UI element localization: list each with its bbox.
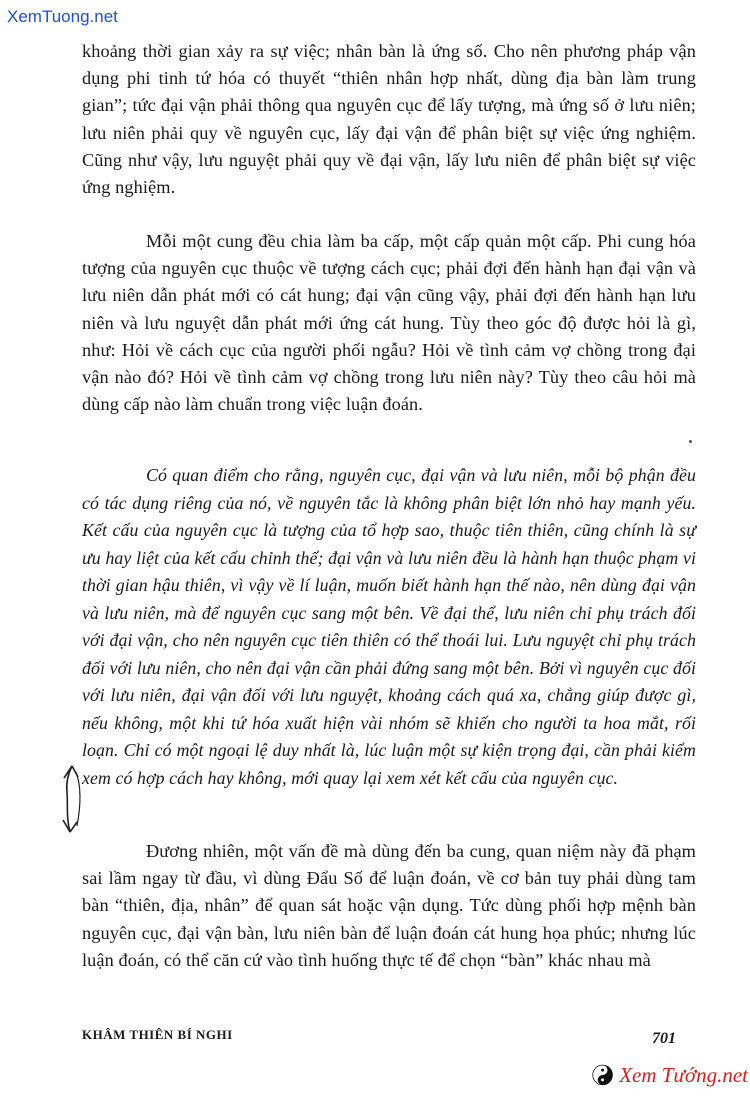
page-number: 701	[652, 1030, 676, 1047]
paragraph-1: khoảng thời gian xảy ra sự việc; nhân bàn là ứng số. Cho nên phương pháp vận dụng phi tinh tứ hóa có thuyết “thiên nhân hợp nhất, dùng địa bàn làm trung gian”; tức đại vận phải thông qua nguyên cục để lấy tượng, mà ứng số ở lưu niên; lưu niên phải quy về nguyên cục, lấy đại vận để phân biệt sự việc ứng nghiệm. Cũng như vậy, lưu nguyệt phải quy về đại vận, lấy lưu niên để phân biệt sự việc ứng nghiệm.	[82, 41, 696, 198]
paragraph-4: Đương nhiên, một vấn đề mà dùng đến ba cung, quan niệm này đã phạm sai lầm ngay từ đầu, vì dùng Đẩu Số để luận đoán, về cơ bản tuy phải dùng tam bàn “thiên, địa, nhân” để quan sát hoặc vận dụng. Tức dùng phối hợp mệnh bàn nguyên cục, đại vận bàn, lưu niên bàn để luận đoán cát hung họa phúc; nhưng lúc luận đoán, có thể căn cứ vào tình huống thực tế để chọn “bàn” khác nhau mà	[82, 841, 696, 970]
yin-yang-icon	[592, 1061, 613, 1089]
ink-speck	[689, 440, 692, 443]
logo-text: Xem Tướng.net	[619, 1062, 748, 1087]
paragraph-2: Mỗi một cung đều chia làm ba cấp, một cấp quản một cấp. Phi cung hóa tượng của nguyên cục thuộc về tượng cách cục; phải đợi đến hành hạn đại vận và lưu niên dẫn phát mới có cát hung; đại vận cũng vậy, phải đợi đến hành hạn lưu niên và lưu nguyệt dẫn phát mới ứng cát hung. Tùy theo góc độ được hỏi là gì, như: Hỏi về cách cục của người phối ngẫu? Hỏi về tình cảm vợ chồng trong đại vận nào đó? Hỏi về tình cảm vợ chồng trong lưu niên này? Tùy theo câu hỏi mà dùng cấp nào làm chuẩn trong việc luận đoán.	[82, 231, 696, 415]
book-title-footer: KHÂM THIÊN BÍ NGHI	[82, 1027, 233, 1042]
site-watermark[interactable]: XemTuong.net	[4, 6, 121, 28]
xemtuong-logo[interactable]	[592, 1055, 748, 1095]
handwritten-margin-arrow-icon	[58, 762, 88, 837]
paragraph-3-italic-quote: Có quan điểm cho rằng, nguyên cục, đại vận và lưu niên, mỗi bộ phận đều có tác dụng riêng của nó, về nguyên tắc là không phân biệt lớn nhỏ hay mạnh yếu. Kết cấu của nguyên cục là tượng của tổ hợp sao, thuộc tiên thiên, cũng chính là sự ưu hay liệt của kết cấu chỉnh thể; đại vận và lưu niên đều là hành hạn thuộc phạm vi thời gian hậu thiên, vì vậy về lí luận, muốn biết hành hạn thế nào, nên dùng đại vận và lưu niên, mà để nguyên cục sang một bên. Về đại thể, lưu niên chỉ phụ trách đối với đại vận, cho nên nguyên cục tiên thiên có thể thoái lui. Lưu nguyệt chỉ phụ trách đối với lưu niên, cho nên đại vận cần phải đứng sang một bên. Bởi vì nguyên cục đối với lưu niên, đại vận đối với lưu nguyệt, khoảng cách quá xa, chẳng giúp được gì, nếu không, một khi tứ hóa xuất hiện vài nhóm sẽ khiến cho người ta hoa mắt, rối loạn. Chỉ có một ngoại lệ duy nhất là, lúc luận một sự kiện trọng đại, cần phải kiểm xem có hợp cách hay không, mới quay lại xem xét kết cấu của nguyên cục.	[82, 465, 696, 788]
